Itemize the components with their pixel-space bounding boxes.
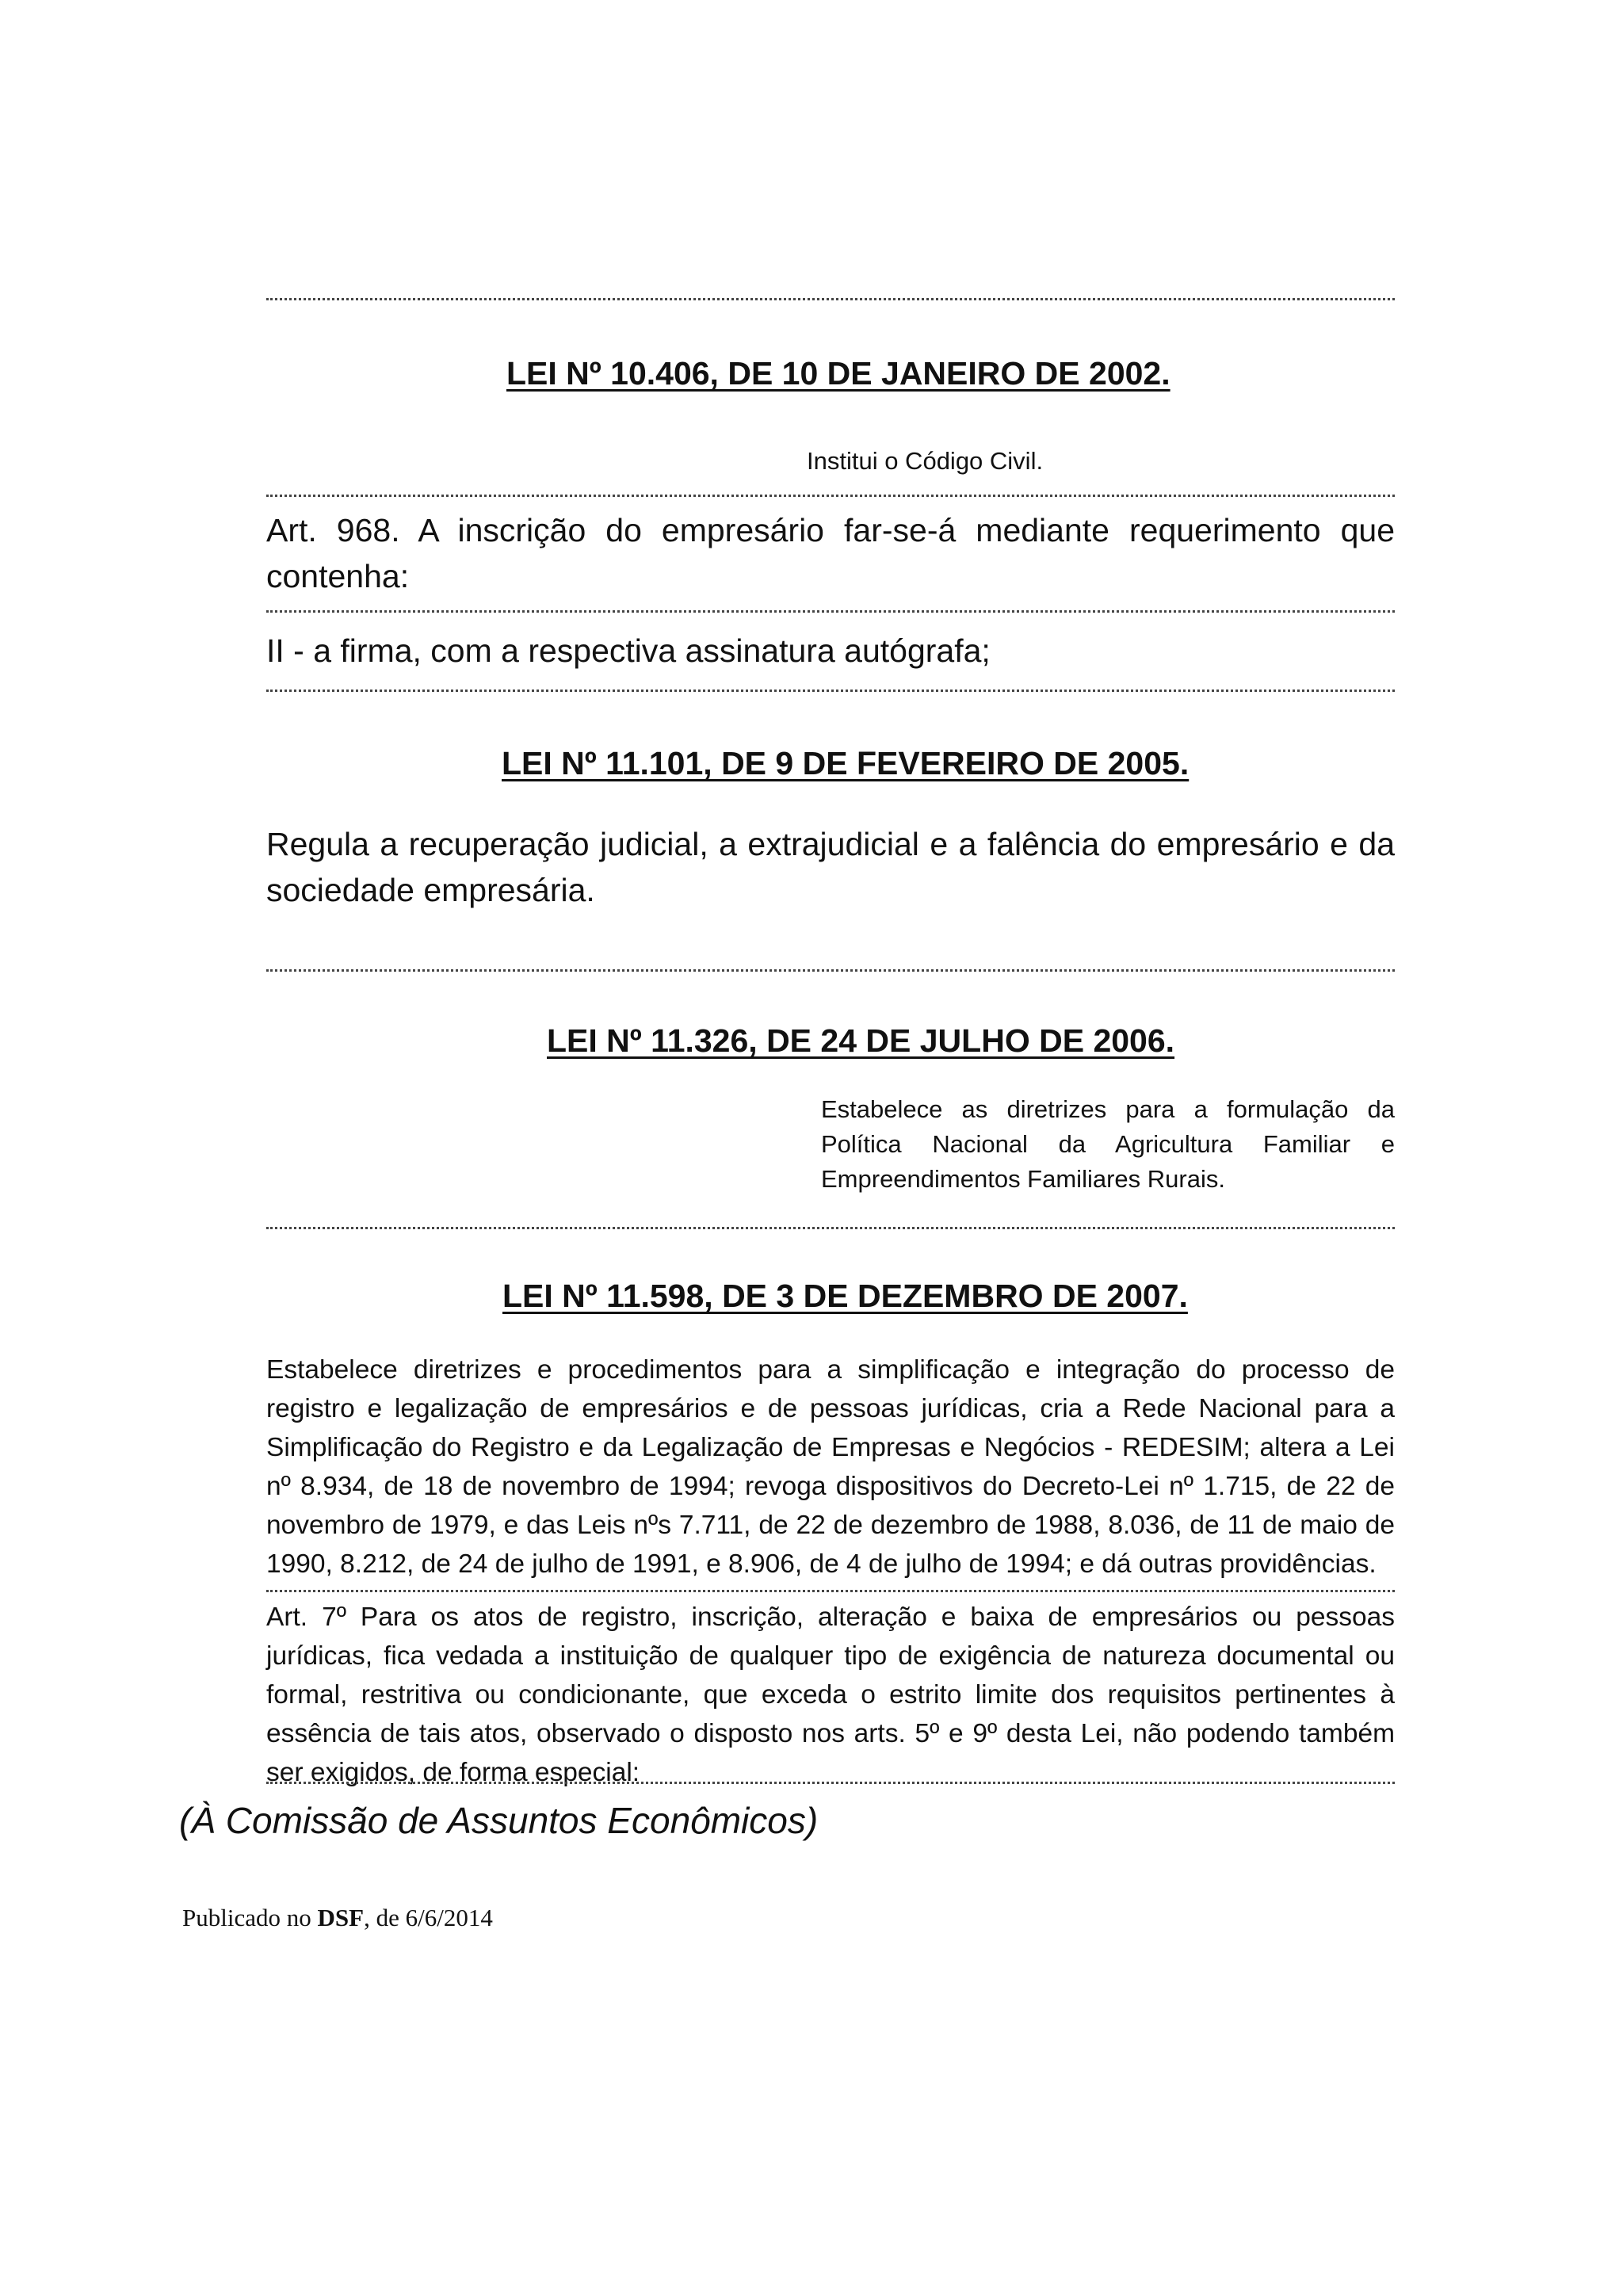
dotted-separator [266, 298, 1395, 300]
dotted-separator [266, 1590, 1395, 1592]
dotted-separator [266, 690, 1395, 692]
publication-journal: DSF [317, 1904, 365, 1931]
law2-summary: Regula a recuperação judicial, a extrajudicial e a falência do empresário e da sociedade empresária. [266, 826, 1395, 908]
law3-title: LEI Nº 11.326, DE 24 DE JULHO DE 2006. [547, 1022, 1175, 1059]
law4-article: Art. 7º Para os atos de registro, inscrição, alteração e baixa de empresários ou pessoas jurídicas, fica vedada a instituição de qualquer tipo de exigência de natureza documental ou formal, restritiva ou condicionante, que exceda o estrito limite dos requisitos pertinentes à essência de tais atos, observado o disposto nos arts. 5º e 9º desta Lei, não podendo também ser exigidos, de forma especial: [266, 1603, 1395, 1787]
law4-summary: Estabelece diretrizes e procedimentos para a simplificação e integração do processo de registro e legalização de empresários e de pessoas jurídicas, cria a Rede Nacional para a Simplificação do Registro e da Legalização de Empresas e Negócios - REDESIM; altera a Lei nº 8.934, de 18 de novembro de 1994; revoga dispositivos do Decreto-Lei nº 1.715, de 22 de novembro de 1979, e das Leis nºs 7.711, de 22 de dezembro de 1988, 8.036, de 11 de maio de 1990, 8.212, de 24 de julho de 1991, e 8.906, de 4 de julho de 1994; e dá outras providências. [266, 1355, 1395, 1579]
dotted-separator [266, 1227, 1395, 1229]
dotted-separator [266, 969, 1395, 972]
publication-date: , de 6/6/2014 [364, 1904, 493, 1931]
publication-prefix: Publicado no [182, 1904, 318, 1931]
law4-title: LEI Nº 11.598, DE 3 DE DEZEMBRO DE 2007. [502, 1278, 1188, 1314]
dotted-separator [266, 495, 1395, 497]
law3-summary: Estabelece as diretrizes para a formulação da Política Nacional da Agricultura Familiar e Empreendimentos Familiares Rurais. [821, 1095, 1395, 1193]
dotted-separator [266, 610, 1395, 613]
committee-referral: (À Comissão de Assuntos Econômicos) [179, 1800, 819, 1841]
law2-title: LEI Nº 11.101, DE 9 DE FEVEREIRO DE 2005. [502, 745, 1190, 781]
law1-item: II - a firma, com a respectiva assinatura autógrafa; [266, 632, 991, 669]
law1-article: Art. 968. A inscrição do empresário far-se-á mediante requerimento que contenha: [266, 512, 1395, 594]
dotted-separator [266, 1782, 1395, 1784]
publication-note [182, 1904, 493, 1932]
law1-title: LEI Nº 10.406, DE 10 DE JANEIRO DE 2002. [506, 355, 1170, 392]
law1-summary: Institui o Código Civil. [807, 447, 1044, 475]
